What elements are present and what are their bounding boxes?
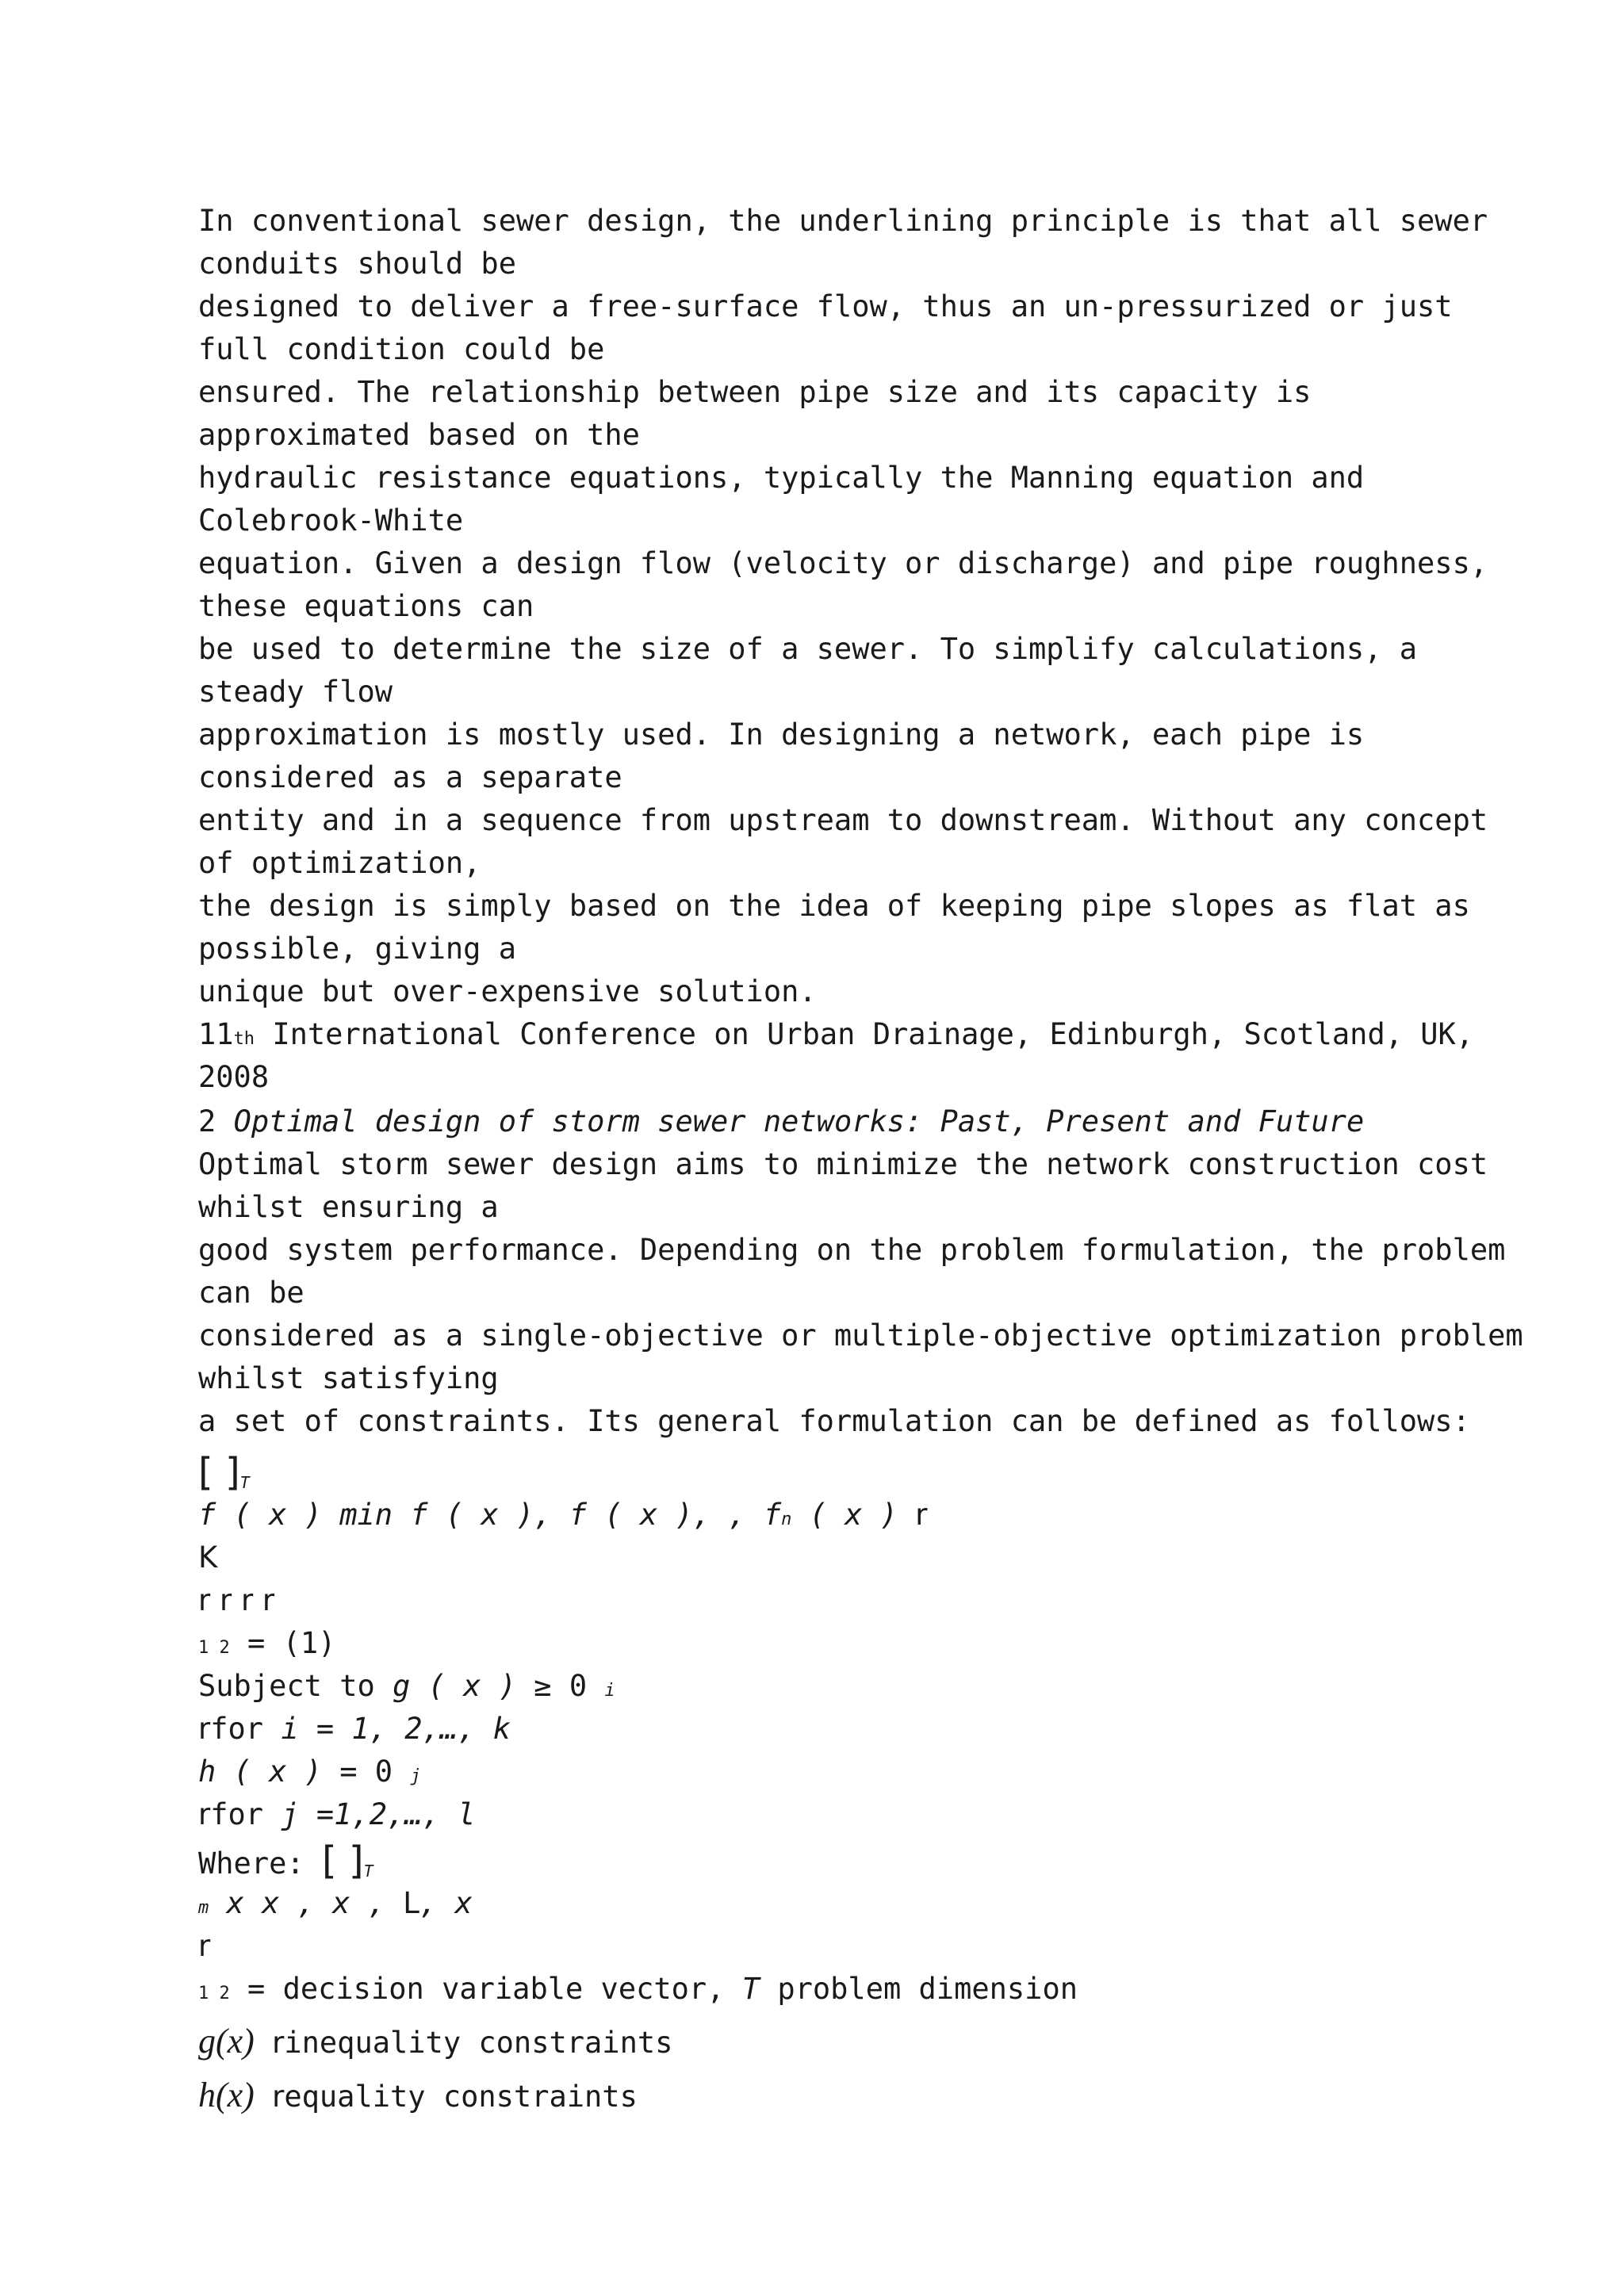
text-line: approximated based on the bbox=[198, 418, 640, 452]
text-line: ensured. The relationship between pipe size and its capacity is bbox=[198, 375, 1312, 409]
problem-dimension: problem dimension bbox=[760, 1972, 1078, 2006]
h-expression: h ( x ) bbox=[198, 1755, 340, 1789]
text-line: be used to determine the size of a sewer. To simplify calculations, a bbox=[198, 632, 1418, 666]
ordinal-suffix: th bbox=[233, 1029, 255, 1049]
text-line: steady flow bbox=[198, 675, 393, 709]
text-line: Optimal storm sewer design aims to minimize the network construction cost bbox=[198, 1147, 1488, 1181]
text-line: conduits should be bbox=[198, 247, 516, 281]
index-subscripts: 1 2 bbox=[198, 1638, 230, 1658]
text-line: these equations can bbox=[198, 589, 534, 623]
equation-number-line bbox=[198, 1622, 335, 1670]
vector-mark: r bbox=[198, 1712, 211, 1746]
j-subscript: j bbox=[410, 1766, 421, 1786]
text-line: the design is simply based on the idea of keeping pipe slopes as flat as bbox=[198, 889, 1470, 923]
text-line: considered as a single-objective or multiple-objective optimization problem bbox=[198, 1318, 1523, 1353]
text-line: equation. Given a design flow (velocity or discharge) and pipe roughness, bbox=[198, 546, 1488, 580]
h-function: h(x) bbox=[198, 2076, 255, 2114]
bracket-pair: [ ] bbox=[198, 1450, 240, 1494]
inequality-constraint-line bbox=[198, 1665, 615, 1712]
objective-tail: ( x ) bbox=[791, 1498, 916, 1532]
for-label: for bbox=[210, 1712, 282, 1746]
j-range: j =1,2,…, l bbox=[281, 1797, 476, 1831]
vector-mark: r bbox=[198, 1797, 211, 1831]
text-line: possible, giving a bbox=[198, 932, 516, 966]
text-line: unique but over-expensive solution. bbox=[198, 974, 817, 1008]
text-line: whilst ensuring a bbox=[198, 1190, 499, 1224]
T-symbol: T bbox=[741, 1972, 760, 2006]
conference-year: 2008 bbox=[198, 1060, 270, 1094]
text-line: approximation is mostly used. In designing a network, each pipe is bbox=[198, 718, 1365, 752]
decision-vector-line bbox=[198, 1882, 473, 1930]
vector-marks: r r r r bbox=[198, 1583, 275, 1617]
x-vector-b: , x bbox=[419, 1886, 473, 1920]
vector-mark: r bbox=[272, 2026, 285, 2060]
paper-title: Optimal design of storm sewer networks: Past, Present and Future bbox=[233, 1104, 1365, 1138]
text-line: entity and in a sequence from upstream to downstream. Without any concept bbox=[198, 803, 1488, 837]
inequality-definition bbox=[198, 2020, 672, 2064]
text-line: designed to deliver a free-surface flow, thus an un-pressurized or just bbox=[198, 289, 1453, 323]
g-expression: g ( x ) bbox=[393, 1669, 534, 1703]
for-label: for bbox=[210, 1797, 282, 1831]
text-line: good system performance. Depending on the problem formulation, the problem bbox=[198, 1233, 1506, 1267]
transpose-mark: T bbox=[239, 1473, 250, 1492]
i-range: i = 1, 2,…, k bbox=[281, 1712, 511, 1746]
text-line: can be bbox=[198, 1276, 304, 1310]
text-line: In conventional sewer design, the underlining principle is that all sewer bbox=[198, 204, 1488, 238]
conference-text: International Conference on Urban Drainage, Edinburgh, Scotland, UK, bbox=[255, 1017, 1474, 1051]
ellipsis-glyph: L bbox=[403, 1886, 419, 1920]
text-line: considered as a separate bbox=[198, 760, 622, 794]
conference-note bbox=[198, 1013, 1473, 1061]
i-range-line bbox=[198, 1708, 511, 1751]
text-line: full condition could be bbox=[198, 332, 605, 366]
text-line: of optimization, bbox=[198, 846, 481, 880]
running-header bbox=[198, 1100, 1364, 1143]
transpose-mark: T bbox=[363, 1862, 373, 1881]
j-range-line bbox=[198, 1793, 475, 1836]
equality-constraint-line bbox=[198, 1751, 421, 1798]
objective-subscript: n bbox=[781, 1510, 792, 1529]
ellipsis-glyph: K bbox=[198, 1540, 218, 1575]
i-subscript: i bbox=[604, 1681, 615, 1701]
bracket-pair: [ ] bbox=[321, 1839, 364, 1883]
text-line: Colebrook-White bbox=[198, 503, 464, 538]
equality-text: equality constraints bbox=[284, 2080, 638, 2114]
text-line: a set of constraints. Its general formulation can be defined as follows: bbox=[198, 1404, 1470, 1438]
m-subscript: m bbox=[198, 1898, 209, 1918]
subject-to-label: Subject to bbox=[198, 1669, 393, 1703]
where-label: Where: bbox=[198, 1846, 322, 1881]
inequality-text: inequality constraints bbox=[284, 2026, 673, 2060]
objective-expression: f ( x ) min f ( x ), f ( x ), , f bbox=[198, 1498, 782, 1532]
vector-mark: r bbox=[198, 1929, 211, 1963]
objective-function bbox=[198, 1494, 928, 1541]
vector-mark: r bbox=[272, 2080, 285, 2114]
decision-text: = decision variable vector, bbox=[247, 1972, 742, 2006]
index-subscripts: 1 2 bbox=[198, 1984, 230, 2003]
geq-zero: ≥ 0 bbox=[534, 1669, 605, 1703]
page-number: 2 bbox=[198, 1104, 216, 1138]
conference-number: 11 bbox=[198, 1017, 234, 1051]
equation-number: = (1) bbox=[247, 1626, 336, 1660]
decision-variable-line bbox=[198, 1968, 1078, 2015]
text-line: whilst satisfying bbox=[198, 1361, 499, 1395]
g-function: g(x) bbox=[198, 2022, 255, 2061]
eq-zero: = 0 bbox=[339, 1755, 411, 1789]
equality-definition bbox=[198, 2074, 638, 2118]
x-vector-a: x x , x , bbox=[209, 1886, 404, 1920]
text-line: hydraulic resistance equations, typically the Manning equation and bbox=[198, 461, 1365, 495]
vector-mark: r bbox=[915, 1498, 928, 1532]
